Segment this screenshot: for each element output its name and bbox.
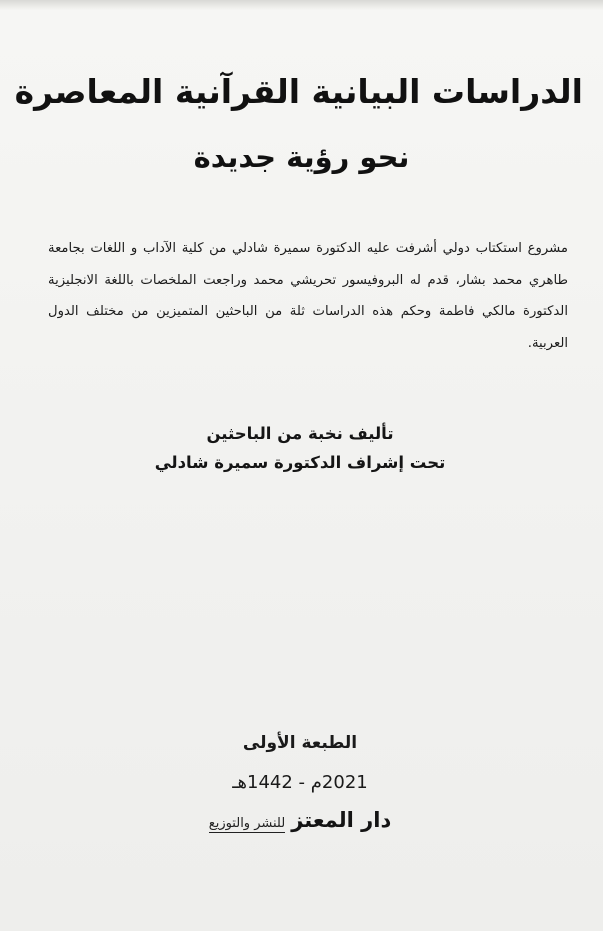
edition-label: الطبعة الأولى (242, 733, 358, 753)
book-subtitle: نحو رؤية جديدة (193, 140, 410, 174)
book-title: الدراسات البيانية القرآنية المعاصرة (14, 72, 583, 111)
publication-year: 2021م - 1442هـ (232, 772, 368, 793)
publisher-subtitle: للنشر والتوزيع (208, 816, 286, 831)
project-description: مشروع استكتاب دولي أشرفت عليه الدكتورة سميرة شادلي من كلية الآداب و اللغات بجامعة طاهري محمد بشار، قدم له البروفيسور تحريشي محمد وراجعت الملخصات باللغة الانجليزية الدكتورة مالكي فاطمة وحكم هذه الدراسات ثلة من الباحثين المتميزين من مختلف الدول العربية. (48, 241, 568, 351)
page-top-edge (0, 0, 603, 10)
publisher-name: دار المعتز (291, 808, 392, 832)
supervisor-line: تحت إشراف الدكتورة سميرة شادلي (154, 453, 446, 472)
author-line: تأليف نخبة من الباحثين (206, 424, 394, 443)
publisher (140, 808, 460, 832)
